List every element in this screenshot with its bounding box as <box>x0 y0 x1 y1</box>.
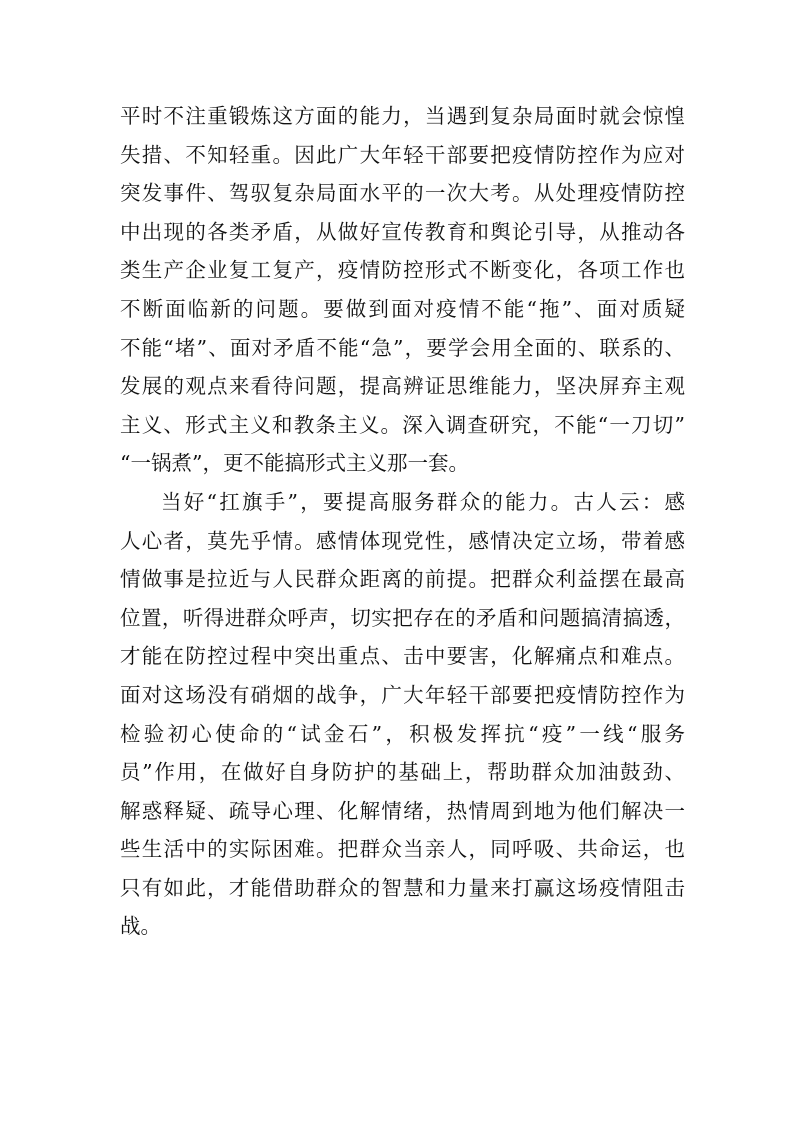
text-line: 情做事是拉近与人民群众距离的前提。把群众利益摆在最高 <box>120 567 685 592</box>
text-line: 突发事件、驾驭复杂局面水平的一次大考。从处理疫情防控 <box>120 181 685 206</box>
text-line: 战。 <box>120 914 161 939</box>
text-line: 类生产企业复工复产，疫情防控形式不断变化，各项工作也 <box>120 258 685 283</box>
text-line: 些生活中的实际困难。把群众当亲人，同呼吸、共命运，也 <box>120 837 685 862</box>
text-line: 不能“堵”、面对矛盾不能“急”，要学会用全面的、联系的、 <box>120 335 685 360</box>
text-line: 检验初心使命的“试金石”，积极发挥抗“疫”一线“服务 <box>120 721 685 746</box>
text-line: “一锅煮”，更不能搞形式主义那一套。 <box>120 451 469 476</box>
text-line: 员”作用，在做好自身防护的基础上，帮助群众加油鼓劲、 <box>120 760 685 785</box>
text-line: 失措、不知轻重。因此广大年轻干部要把疫情防控作为应对 <box>120 142 685 167</box>
text-line: 当好“扛旗手”，要提高服务群众的能力。古人云：感 <box>161 489 685 514</box>
text-line: 面对这场没有硝烟的战争，广大年轻干部要把疫情防控作为 <box>120 682 685 707</box>
text-line: 才能在防控过程中突出重点、击中要害，化解痛点和难点。 <box>120 644 685 669</box>
text-line: 发展的观点来看待问题，提高辨证思维能力，坚决屏弃主观 <box>120 374 685 399</box>
document-body <box>120 97 685 946</box>
paragraph-1 <box>120 97 685 483</box>
text-line: 解惑释疑、疏导心理、化解情绪，热情周到地为他们解决一 <box>120 798 685 823</box>
text-line: 只有如此，才能借助群众的智慧和力量来打赢这场疫情阻击 <box>120 875 685 900</box>
text-line: 不断面临新的问题。要做到面对疫情不能“拖”、面对质疑 <box>120 296 685 321</box>
text-line: 位置，听得进群众呼声，切实把存在的矛盾和问题搞清搞透， <box>120 605 685 630</box>
text-line: 主义、形式主义和教条主义。深入调查研究，不能“一刀切” <box>120 412 685 437</box>
text-line: 人心者，莫先乎情。感情体现党性，感情决定立场，带着感 <box>120 528 685 553</box>
text-line: 中出现的各类矛盾，从做好宣传教育和舆论引导，从推动各 <box>120 219 685 244</box>
paragraph-2 <box>120 483 685 946</box>
text-line: 平时不注重锻炼这方面的能力，当遇到复杂局面时就会惊惶 <box>120 104 685 128</box>
